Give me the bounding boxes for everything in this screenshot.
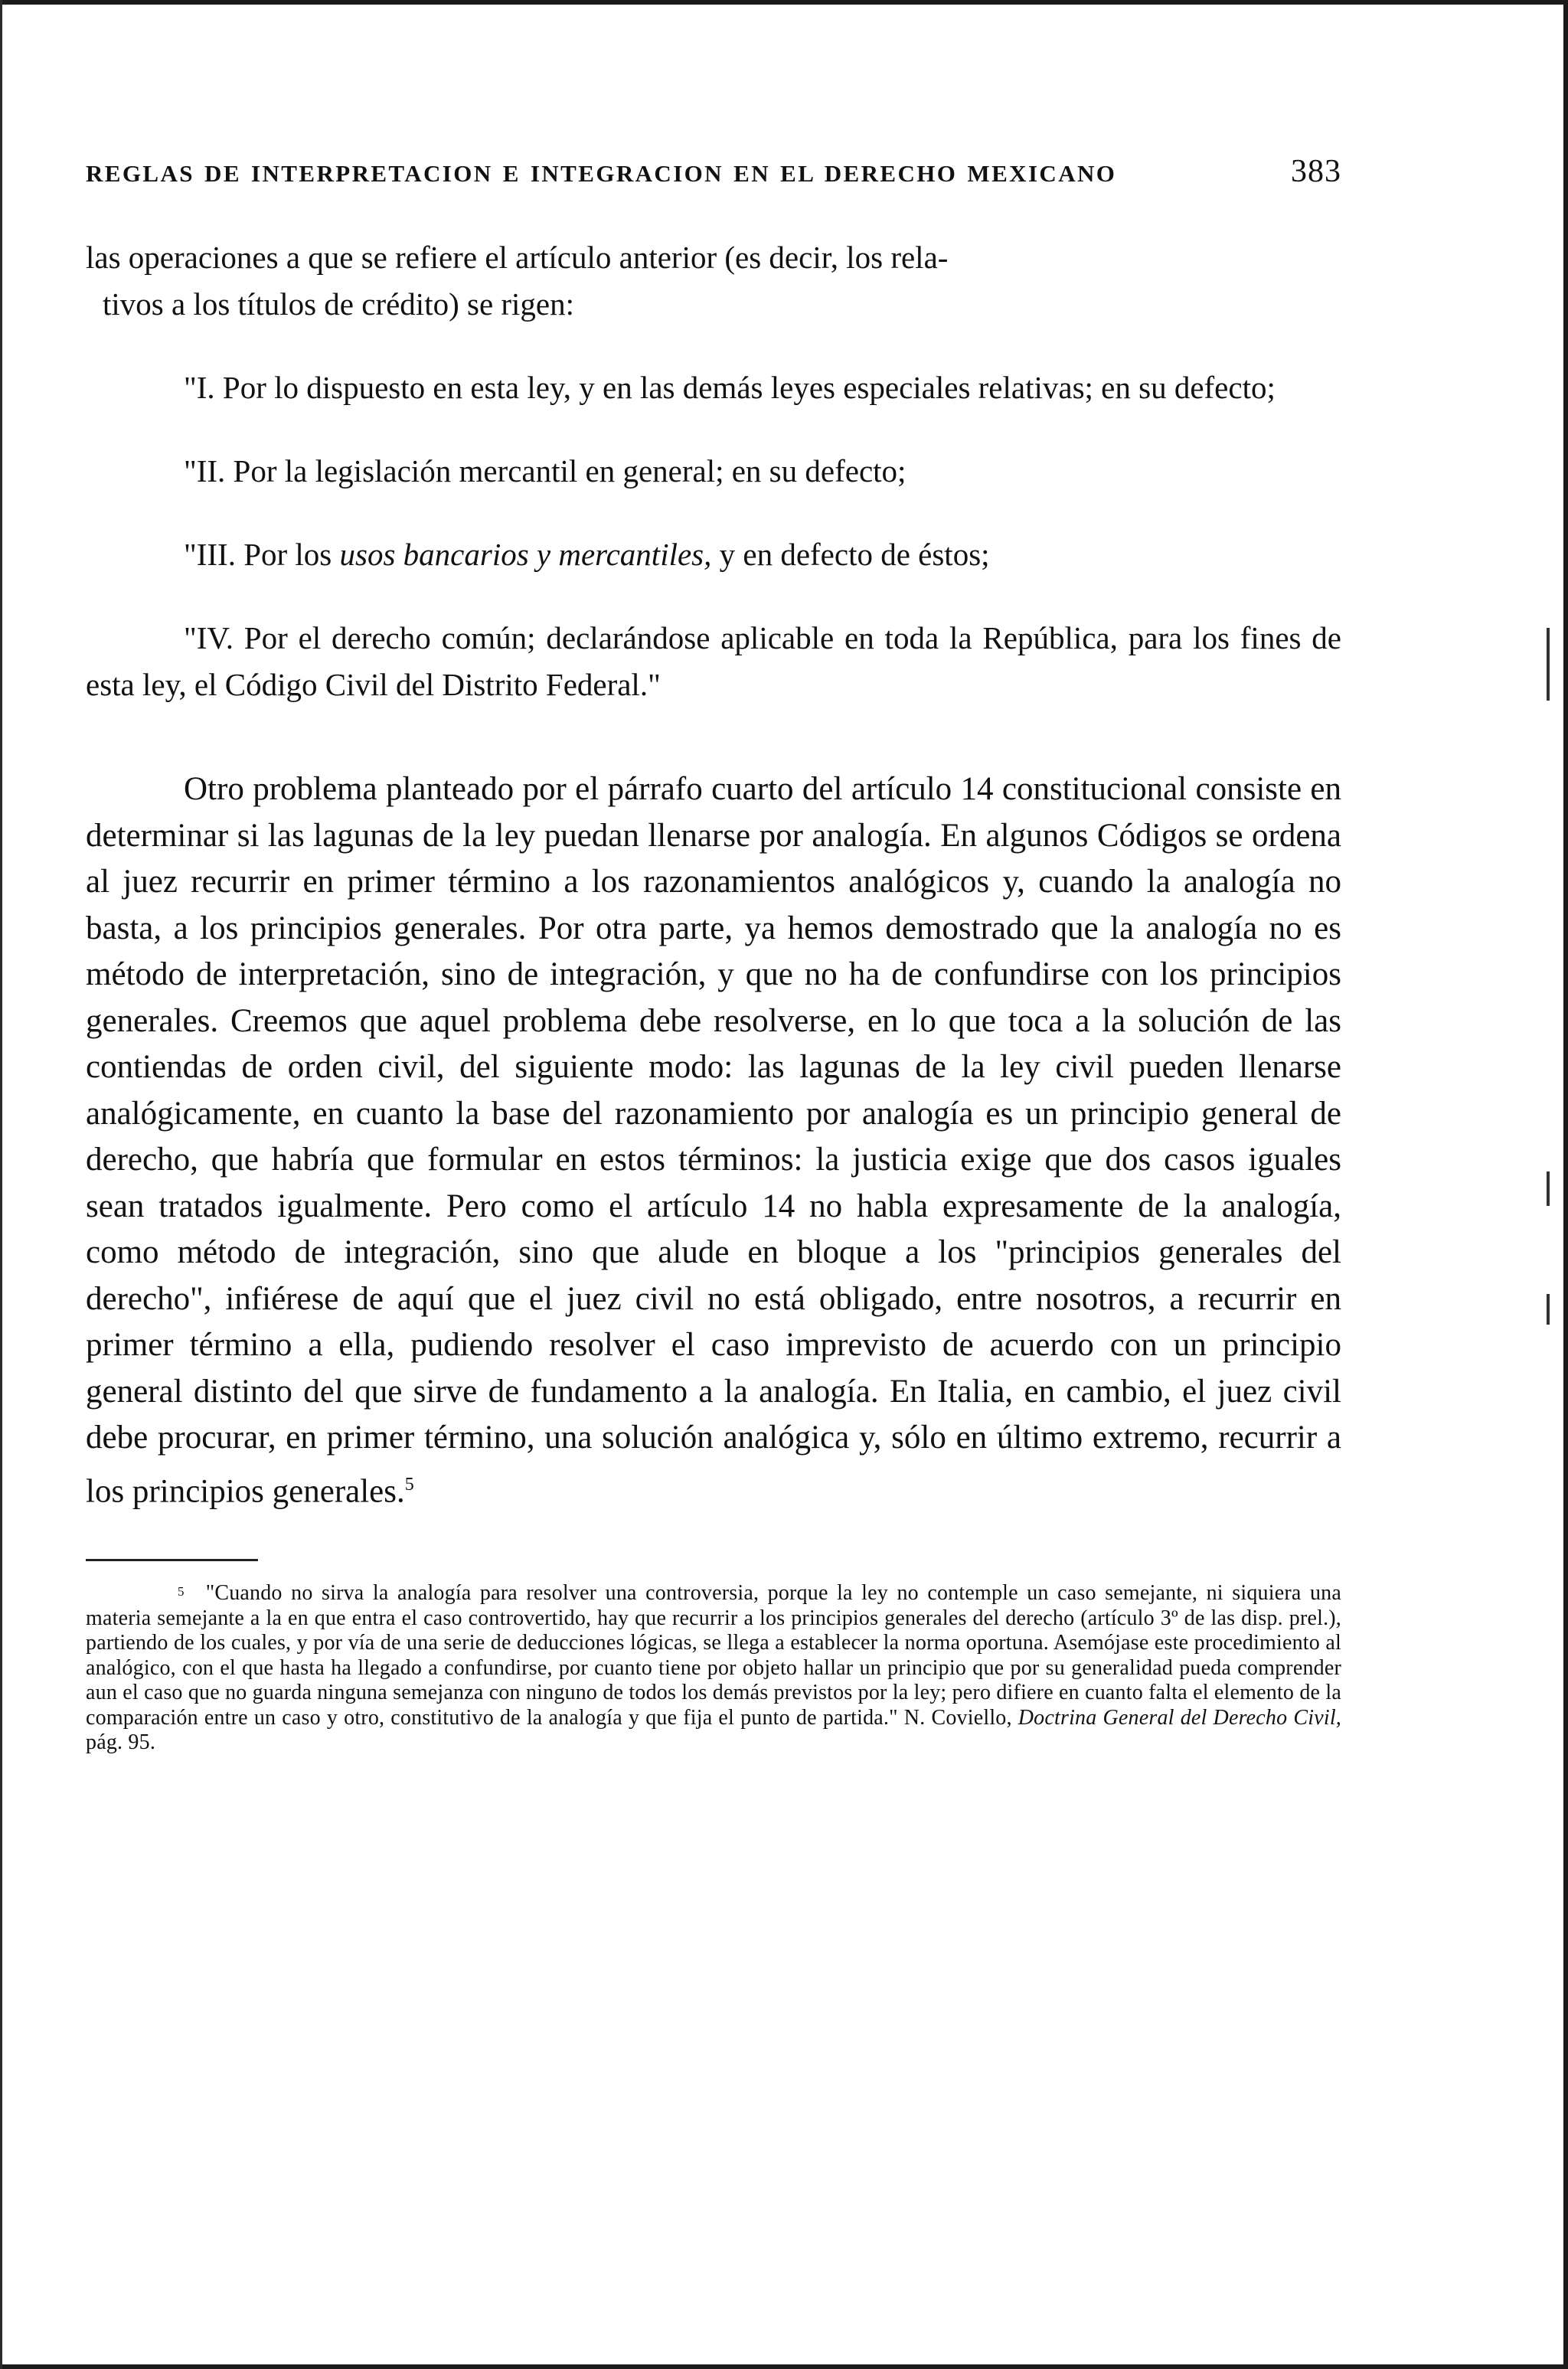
quoted-article bbox=[86, 234, 1341, 708]
scan-artifact-mark bbox=[1547, 1294, 1550, 1325]
book-page bbox=[86, 153, 1341, 1777]
scan-artifact-mark bbox=[1547, 628, 1550, 701]
footnote-separator bbox=[86, 1559, 258, 1561]
quote-item-3 bbox=[86, 531, 1341, 578]
footnote-reference: 5 bbox=[404, 1474, 414, 1495]
quote-item-2 bbox=[86, 448, 1341, 495]
body-paragraph bbox=[86, 766, 1341, 1515]
quote-item-italic: usos bancarios y mercantiles, bbox=[339, 537, 712, 572]
quote-item-suffix: y en defecto de éstos; bbox=[711, 537, 990, 572]
quote-item-text: "IV. Por el derecho común; declarándose aplicable en toda la República, para los fines de esta ley, el Código Civil del Distrito Federal." bbox=[86, 620, 1341, 702]
scan-artifact-mark bbox=[1547, 1171, 1550, 1206]
quote-item-4 bbox=[86, 615, 1341, 708]
footnote-cited-title: Doctrina General del Derecho Civil, bbox=[1018, 1705, 1341, 1730]
quote-item-1 bbox=[86, 364, 1341, 411]
quote-item-text: "I. Por lo dispuesto en esta ley, y en las demás leyes especiales relativas; en su defecto; bbox=[184, 370, 1276, 405]
scan-border-right bbox=[1563, 0, 1568, 2369]
footnote bbox=[86, 1581, 1341, 1756]
body-paragraph-text: Otro problema planteado por el párrafo cuarto del artículo 14 constitucional consiste en determinar si las lagunas de la ley puedan llenarse por analogía. En algunos Códigos se ordena al juez recurrir en primer término a los razonamientos analógicos y, cuando la analogía no basta, a los principios generales. Por otra parte, ya hemos demostrado que la analogía no es método de interpretación, sino de integración, y que no ha de confundirse con los principios generales. Creemos que aquel problema debe resolverse, en lo que toca a la solución de las contiendas de orden civil, del siguiente modo: las lagunas de la ley civil pueden llenarse analógicamente, en cuanto la base del razonamiento por analogía es un principio general de derecho, que habría que formular en estos términos: la justicia exige que dos casos iguales sean tratados igualmente. Pero como el artículo 14 no habla expresamente de la analogía, como método de integración, sino que alude en bloque a los "principios generales del derecho", infiérese de aquí que el juez civil no está obligado, entre nosotros, a recurrir en primer término a ella, pudiendo resolver el caso imprevisto de acuerdo con un principio general distinto del que sirve de fundamento a la analogía. En Italia, en cambio, el juez civil debe procurar, en primer término, una solución analógica y, sólo en último extremo, recurrir a los principios generales. bbox=[86, 771, 1341, 1509]
scan-border-bottom bbox=[0, 2364, 1568, 2369]
page-number: 383 bbox=[1291, 154, 1341, 189]
quote-intro-line: las operaciones a que se refiere el artículo anterior (es decir, los rela- bbox=[86, 240, 949, 275]
footnote-text: "Cuando no sirva la analogía para resolver una controversia, porque la ley no contemple un caso semejante, ni siquiera una materia semejante a la en que entra el caso controvertido, hay que recurrir a los principios generales del derecho (artículo 3º de las disp. prel.), partiendo de los cuales, y por vía de una serie de deducciones lógicas, se llega a establecer la norma oportuna. Asemójase este procedimiento al analógico, con el que hasta ha llegado a confundirse, por cuanto tiene por objeto hallar un principio que por su generalidad pueda comprender aun el caso que no guarda ninguna semejanza con ninguno de todos los demás previstos por la ley; pero difiere en cuanto falta el elemento de la comparación entre un caso y otro, constitutivo de la analogía y que fija el punto de partida." N. Coviello, bbox=[86, 1581, 1341, 1730]
footnote-page-ref: pág. 95. bbox=[86, 1730, 156, 1755]
quote-item-text: "II. Por la legislación mercantil en general; en su defecto; bbox=[184, 453, 906, 489]
running-head bbox=[86, 153, 1341, 207]
quote-intro-line: tivos a los títulos de crédito) se rigen: bbox=[103, 286, 575, 322]
running-title: REGLAS DE INTERPRETACION E INTEGRACION EN EL DERECHO MEXICANO bbox=[86, 160, 1117, 187]
quote-item-text bbox=[86, 531, 1341, 578]
quote-item-prefix: "III. Por los bbox=[184, 537, 340, 572]
scan-border-left bbox=[0, 0, 2, 2369]
scan-border-top bbox=[0, 0, 1568, 5]
footnote-marker: 5 bbox=[178, 1584, 185, 1599]
